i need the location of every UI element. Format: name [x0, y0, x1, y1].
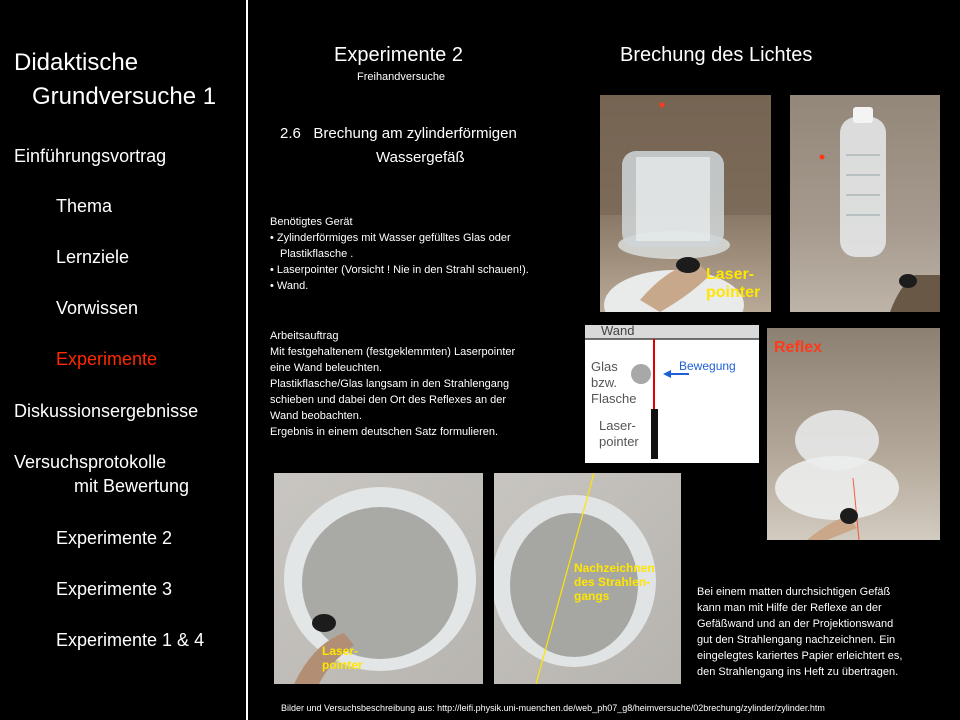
nav-vorwissen[interactable]: Vorwissen [56, 298, 139, 318]
nav-lernziele[interactable]: Lernziele [56, 247, 130, 267]
nav-mit-bewertung[interactable]: mit Bewertung [74, 476, 190, 496]
task-line: eine Wand beleuchten. [270, 362, 383, 374]
equipment-item: • Laserpointer (Vorsicht ! Nie in den Strahl schauen!). [270, 264, 529, 276]
source-link[interactable]: Bilder und Versuchsbeschreibung aus: http://leifi.physik.uni-muenchen.de/web_ph07_g8/heimversuche/02brechung/zylinder/zylinder.htm [281, 703, 825, 713]
label-laser-pointer-2 [322, 644, 363, 672]
diagram-text: pointer [599, 434, 639, 449]
diagram-text: Laser- [599, 418, 636, 433]
nav-experimente-2[interactable]: Experimente 2 [56, 528, 173, 548]
diagram-wall-label: Wand [601, 325, 635, 338]
label-text: Laser- [706, 266, 755, 283]
equipment-block [270, 214, 590, 294]
label-text: gangs [574, 589, 610, 603]
nav-experimente[interactable]: Experimente [56, 349, 158, 369]
nav-einfuehrungsvortrag[interactable]: Einführungsvortrag [14, 146, 167, 166]
task-line: Plastikflasche/Glas langsam in den Strahlengang [270, 378, 510, 390]
nav-diskussionsergebnisse[interactable]: Diskussionsergebnisse [14, 401, 199, 421]
task-line: Mit festgehaltenem (festgeklemmten) Laserpointer [270, 346, 516, 358]
note-line: den Strahlengang ins Heft zu übertragen. [697, 666, 899, 678]
note-line: gut den Strahlengang nachzeichnen. Ein [697, 634, 896, 646]
label-text: des Strahlen- [574, 575, 651, 589]
experiment-title-line2: Wassergefäß [376, 149, 465, 166]
note-line: kann man mit Hilfe der Reflexe an der [697, 602, 882, 614]
experiment-title [280, 125, 517, 142]
note-line: eingelegtes kariertes Papier erleichtert es, [697, 650, 903, 662]
section-title: Experimente 2 [334, 44, 463, 66]
diagram-glass-label [591, 359, 637, 407]
task-block [270, 328, 515, 440]
sidebar-title-line2: Grundversuche 1 [32, 83, 217, 110]
sidebar-title-line1: Didaktische [14, 49, 139, 76]
topic-title: Brechung des Lichtes [620, 44, 813, 66]
diagram-text: Flasche [591, 391, 637, 406]
label-text: pointer [322, 658, 363, 672]
experiment-title-line1: Brechung am zylinderförmigen [313, 125, 517, 142]
label-reflex: Reflex [774, 339, 823, 356]
note-line: Bei einem matten durchsichtigen Gefäß [697, 586, 891, 598]
label-trace [574, 561, 655, 603]
equipment-item: • Zylinderförmiges mit Wasser gefülltes Glas oder Plastikflasche . [270, 232, 511, 260]
diagram-text: bzw. [591, 375, 618, 390]
nav-experimente-3[interactable]: Experimente 3 [56, 579, 173, 599]
photo-bowl-laser [274, 473, 483, 684]
equipment-item: • Wand. [270, 280, 309, 292]
diagram-setup [585, 325, 759, 463]
nav-experimente-1-4[interactable]: Experimente 1 & 4 [56, 630, 205, 650]
reflex-photo-drawing [767, 328, 940, 540]
sidebar-divider [246, 0, 248, 720]
photo-glass-laser [600, 95, 771, 312]
note-block [697, 584, 902, 680]
bottle-photo-drawing [790, 95, 940, 312]
experiment-number: 2.6 [280, 125, 301, 142]
bowl-photo-drawing [274, 473, 483, 684]
task-heading: Arbeitsauftrag [270, 330, 339, 342]
task-line: Wand beobachten. [270, 410, 362, 422]
photo-bottle [790, 95, 940, 312]
task-line: Ergebnis in einem deutschen Satz formulieren. [270, 426, 499, 438]
section-subtitle: Freihandversuche [357, 71, 446, 83]
diagram-text: Glas [591, 359, 618, 374]
label-text: Laser- [322, 644, 359, 658]
nav-versuchsprotokolle[interactable]: Versuchsprotokolle [14, 452, 167, 472]
label-text: Nachzeichnen [574, 561, 655, 575]
photo-bowl-trace [494, 473, 681, 684]
note-line: Gefäßwand und an der Projektionswand [697, 618, 894, 630]
label-laser-pointer-1 [706, 266, 760, 302]
label-text: pointer [706, 284, 761, 301]
diagram-laser-label [599, 418, 639, 450]
photo-reflex [767, 328, 940, 540]
diagram-motion-label: Bewegung [679, 359, 736, 373]
equipment-heading: Benötigtes Gerät [270, 216, 353, 228]
nav-thema[interactable]: Thema [56, 196, 113, 216]
task-line: schieben und dabei den Ort des Reflexes an der [270, 394, 507, 406]
